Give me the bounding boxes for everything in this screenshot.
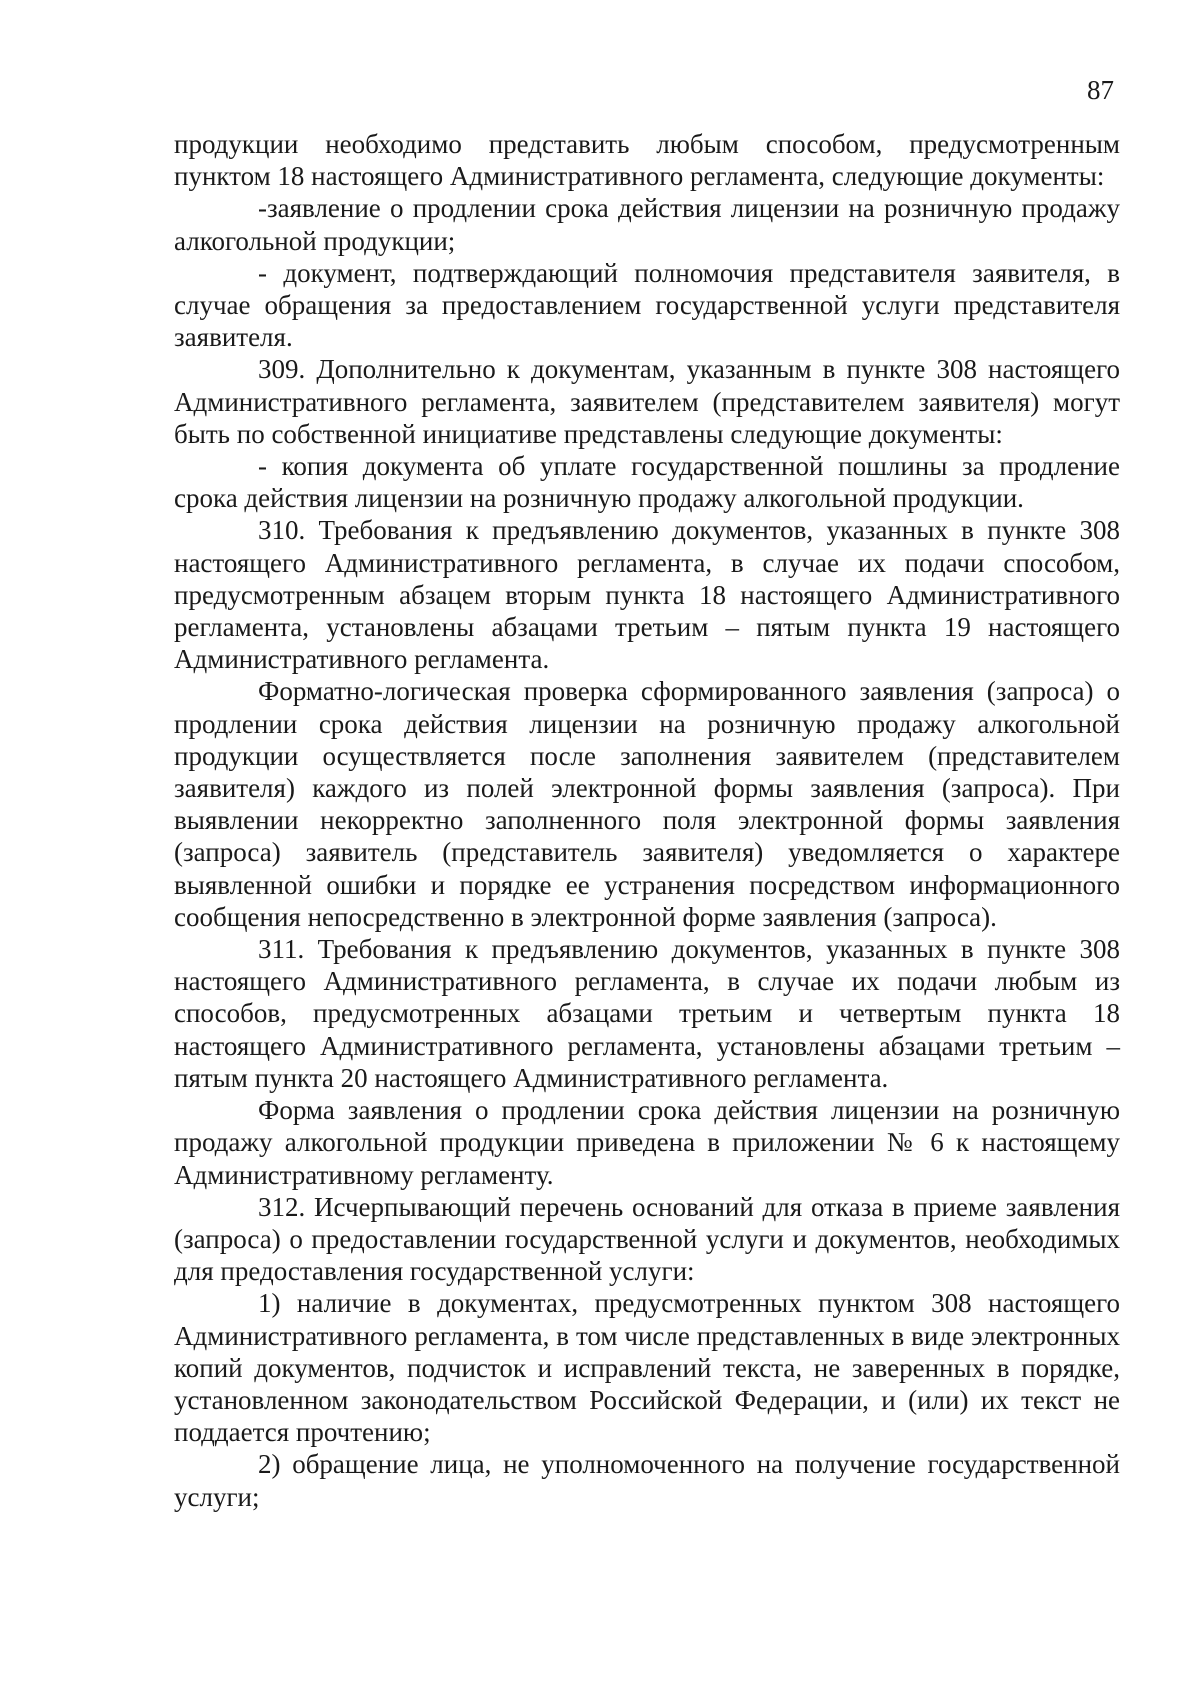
paragraph-312: 312. Исчерпывающий перечень оснований для отказа в приеме заявления (запроса) о предоставлении государственной услуги и документов, необходимых для предоставления государственной услуги:	[174, 1191, 1120, 1287]
paragraph-310: 310. Требования к предъявлению документов, указанных в пункте 308 настоящего Административного регламента, в случае их подачи способом, предусмотренным абзацем вторым пункта 18 настоящего Административного регламента, установлены абзацами третьим – пятым пункта 19 настоящего Административного регламента.	[174, 515, 1120, 675]
paragraph-312-item-2: 2) обращение лица, не уполномоченного на получение государственной услуги;	[174, 1449, 1120, 1512]
paragraph-application-item: -заявление о продлении срока действия лицензии на розничную продажу алкогольной продукции;	[174, 193, 1120, 256]
page-number: 87	[1087, 75, 1114, 105]
paragraph-format-check: Форматно-логическая проверка сформированного заявления (запроса) о продлении срока действия лицензии на розничную продажу алкогольной продукции осуществляется после заполнения заявителем (представителем заявителя) каждого из полей электронной формы заявления (запроса). При выявлении некорректно заполненного поля электронной формы заявления (запроса) заявитель (представитель заявителя) уведомляется о характере выявленной ошибки и порядке ее устранения посредством информационного сообщения непосредственно в электронной форме заявления (запроса).	[174, 676, 1120, 932]
paragraph-application-form: Форма заявления о продлении срока действия лицензии на розничную продажу алкогольной продукции приведена в приложении № 6 к настоящему Административному регламенту.	[174, 1095, 1120, 1190]
document-body	[174, 128, 1120, 1513]
paragraph-authority-document-item: - документ, подтверждающий полномочия представителя заявителя, в случае обращения за предоставлением государственной услуги представителя заявителя.	[174, 257, 1120, 353]
paragraph-312-item-1: 1) наличие в документах, предусмотренных пунктом 308 настоящего Административного регламента, в том числе представленных в виде электронных копий документов, подчисток и исправлений текста, не заверенных в порядке, установленном законодательством Российской Федерации, и (или) их текст не поддается прочтению;	[174, 1288, 1120, 1448]
paragraph-309: 309. Дополнительно к документам, указанным в пункте 308 настоящего Административного регламента, заявителем (представителем заявителя) могут быть по собственной инициативе представлены следующие документы:	[174, 354, 1120, 449]
paragraph-311: 311. Требования к предъявлению документов, указанных в пункте 308 настоящего Административного регламента, в случае их подачи любым из способов, предусмотренных абзацами третьим и четвертым пункта 18 настоящего Административного регламента, установлены абзацами третьим – пятым пункта 20 настоящего Административного регламента.	[174, 934, 1120, 1093]
paragraph-continuation: продукции необходимо представить любым способом, предусмотренным пунктом 18 настоящего Административного регламента, следующие документы:	[174, 129, 1120, 192]
paragraph-fee-copy-item: - копия документа об уплате государственной пошлины за продление срока действия лицензии на розничную продажу алкогольной продукции.	[174, 451, 1120, 514]
